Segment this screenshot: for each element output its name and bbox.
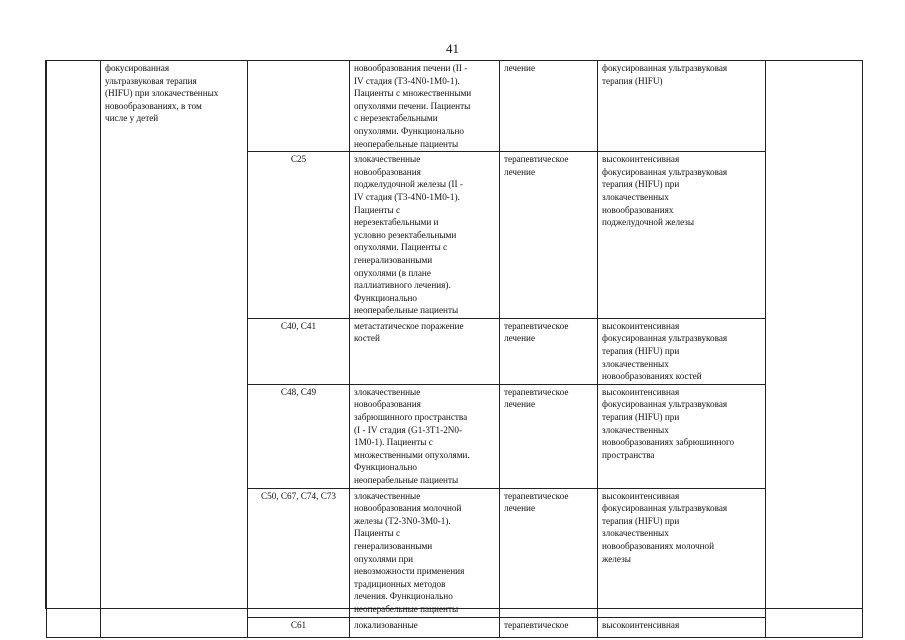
treatment-type-cell: терапевтическое [500, 617, 598, 637]
patient-model-cell: злокачественные новообразования поджелудочной железы (II - IV стадия (T3-4N0-1M0-1). Пациенты с нерезектабельными и условно резектабельными опухолями. Пациенты с генерализованными опухолями (в плане паллиативного лечения). Функционально неоперабельные пациенты [350, 152, 500, 319]
table-row [47, 61, 863, 152]
treatment-method-cell: высокоинтенсивная фокусированная ультразвуковая терапия (HIFU) при злокачественных новообразованиях забрюшинного пространства [598, 384, 766, 488]
procedures-table-container [45, 60, 863, 630]
row-number-cell [47, 61, 101, 638]
diagnosis-code-cell: C50, C67, C74, C73 [248, 488, 350, 617]
diagnosis-code-cell: C61 [248, 617, 350, 637]
patient-model-cell: злокачественные новообразования молочной железы (T2-3N0-3M0-1). Пациенты с генерализованными опухолями при невозможности применения традиционных методов лечения. Функционально неоперабельные пациенты [350, 488, 500, 617]
treatment-type-cell: лечение [500, 61, 598, 152]
diagnosis-code-cell: C48, C49 [248, 384, 350, 488]
treatment-method-cell: высокоинтенсивная [598, 617, 766, 637]
patient-model-cell: локализованные [350, 617, 500, 637]
patient-model-cell: метастатическое поражение костей [350, 318, 500, 384]
patient-model-cell: новообразования печени (II - IV стадия (T3-4N0-1M0-1). Пациенты с множественными опухолями печени. Пациенты с нерезектабельными опухолями. Функционально неоперабельные пациенты [350, 61, 500, 152]
treatment-method-cell: высокоинтенсивная фокусированная ультразвуковая терапия (HIFU) при злокачественных новообразованиях молочной железы [598, 488, 766, 617]
diagnosis-code-cell [248, 61, 350, 152]
treatment-method-cell: высокоинтенсивная фокусированная ультразвуковая терапия (HIFU) при злокачественных новообразованиях костей [598, 318, 766, 384]
patient-model-cell: злокачественные новообразования забрюшинного пространства (I - IV стадия (G1-3T1-2N0- 1M0-1). Пациенты с множественными опухолями. Функционально неоперабельные пациенты [350, 384, 500, 488]
treatment-type-cell: терапевтическое лечение [500, 384, 598, 488]
procedures-table [46, 60, 863, 638]
treatment-method-cell: фокусированная ультразвуковая терапия (HIFU) [598, 61, 766, 152]
treatment-type-cell: терапевтическое лечение [500, 318, 598, 384]
treatment-type-cell: терапевтическое лечение [500, 152, 598, 319]
diagnosis-code-cell: C40, C41 [248, 318, 350, 384]
page-number: 41 [446, 41, 459, 56]
cost-cell [766, 61, 863, 638]
treatment-type-cell: терапевтическое лечение [500, 488, 598, 617]
diagnosis-code-cell: C25 [248, 152, 350, 319]
method-name-cell: фокусированная ультразвуковая терапия (HIFU) при злокачественных новообразованиях, в том числе у детей [101, 61, 248, 638]
treatment-method-cell: высокоинтенсивная фокусированная ультразвуковая терапия (HIFU) при злокачественных новообразованиях поджелудочной железы [598, 152, 766, 319]
